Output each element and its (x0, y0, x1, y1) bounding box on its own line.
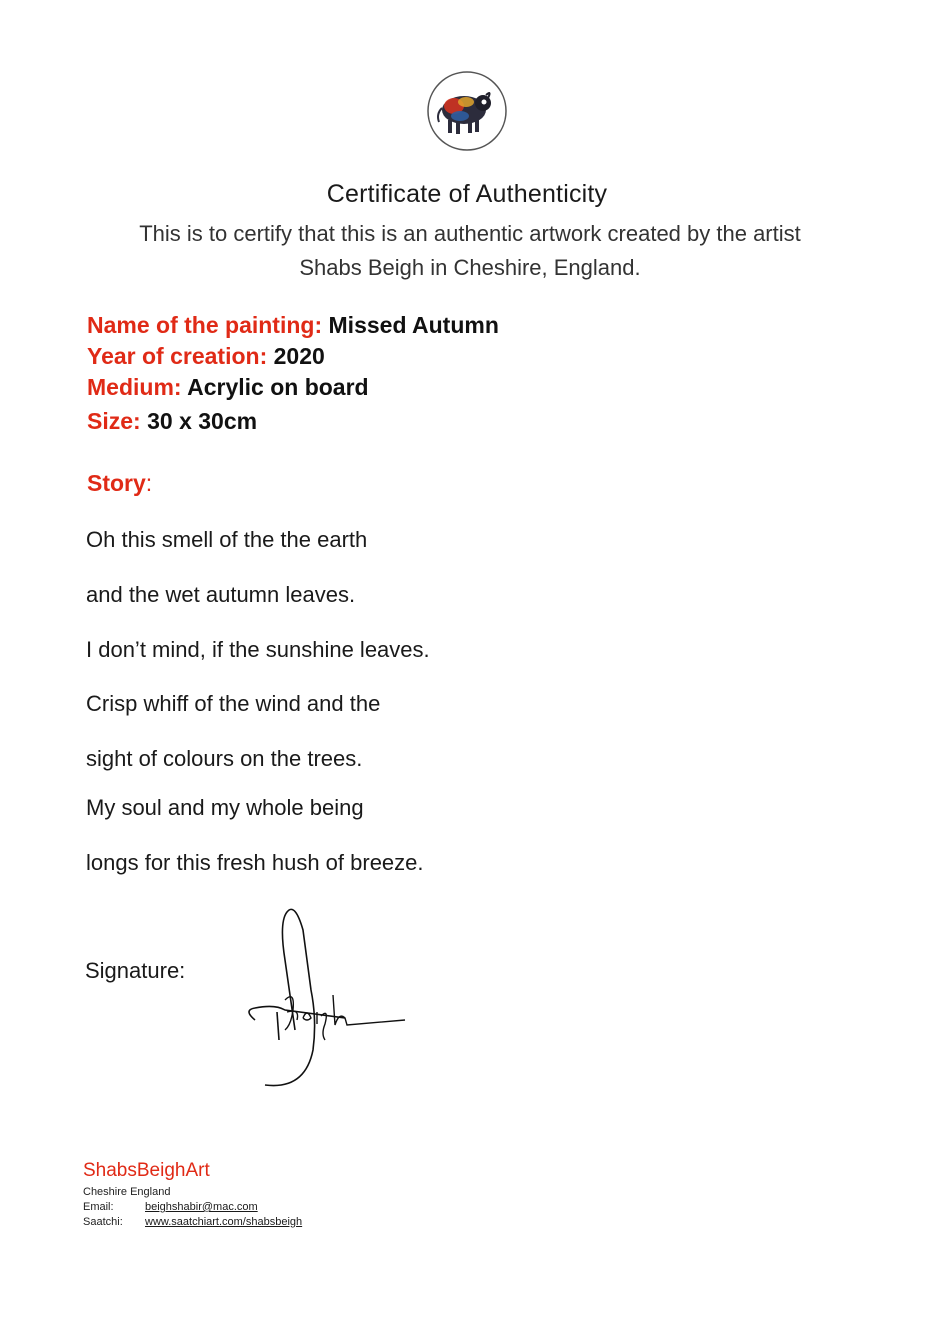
story-heading (87, 470, 152, 497)
story-heading-label: Story (87, 470, 146, 496)
separator: : (173, 374, 182, 400)
story-line: I don’t mind, if the sunshine leaves. (86, 637, 430, 662)
footer-saatchi-row (83, 1216, 302, 1228)
certificate-intro (90, 217, 850, 285)
story-line: longs for this fresh hush of breeze. (86, 850, 424, 875)
footer-email-row (83, 1201, 258, 1213)
size-field (87, 408, 257, 435)
size-label: Size (87, 408, 134, 434)
separator: : (259, 343, 268, 369)
painting-name-value: Missed Autumn (328, 312, 499, 338)
footer-location: Cheshire England (83, 1186, 171, 1198)
signature-image (225, 900, 415, 1090)
separator: : (133, 408, 141, 434)
certificate-title: Certificate of Authenticity (326, 180, 608, 208)
intro-line-1: This is to certify that this is an authentic artwork created by the artist (139, 221, 801, 246)
year-field (87, 343, 325, 370)
story-line: and the wet autumn leaves. (86, 582, 356, 607)
year-value: 2020 (273, 343, 325, 369)
email-label: Email: (83, 1201, 114, 1213)
saatchi-label: Saatchi: (83, 1216, 123, 1228)
medium-field (87, 374, 369, 401)
brand-name: ShabsBeighArt (83, 1160, 210, 1181)
painting-name-field (87, 312, 499, 339)
medium-label: Medium (87, 374, 174, 400)
saatchi-link[interactable]: www.saatchiart.com/shabsbeigh (145, 1216, 303, 1228)
story-line: sight of colours on the trees. (86, 746, 363, 771)
separator: : (145, 470, 153, 496)
size-value: 30 x 30cm (147, 408, 258, 434)
email-link[interactable]: beighshabir@mac.com (145, 1201, 258, 1213)
year-label: Year of creation (87, 343, 260, 369)
story-line: My soul and my whole being (86, 795, 364, 820)
bull-logo-icon (426, 70, 508, 152)
medium-value: Acrylic on board (187, 374, 369, 400)
story-line: Oh this smell of the the earth (86, 527, 368, 552)
painting-name-label: Name of the painting (87, 312, 315, 338)
story-line: Crisp whiff of the wind and the (86, 691, 381, 716)
intro-line-2: Shabs Beigh in Cheshire, England. (299, 255, 641, 280)
separator: : (314, 312, 323, 338)
signature-label: Signature: (85, 958, 186, 983)
